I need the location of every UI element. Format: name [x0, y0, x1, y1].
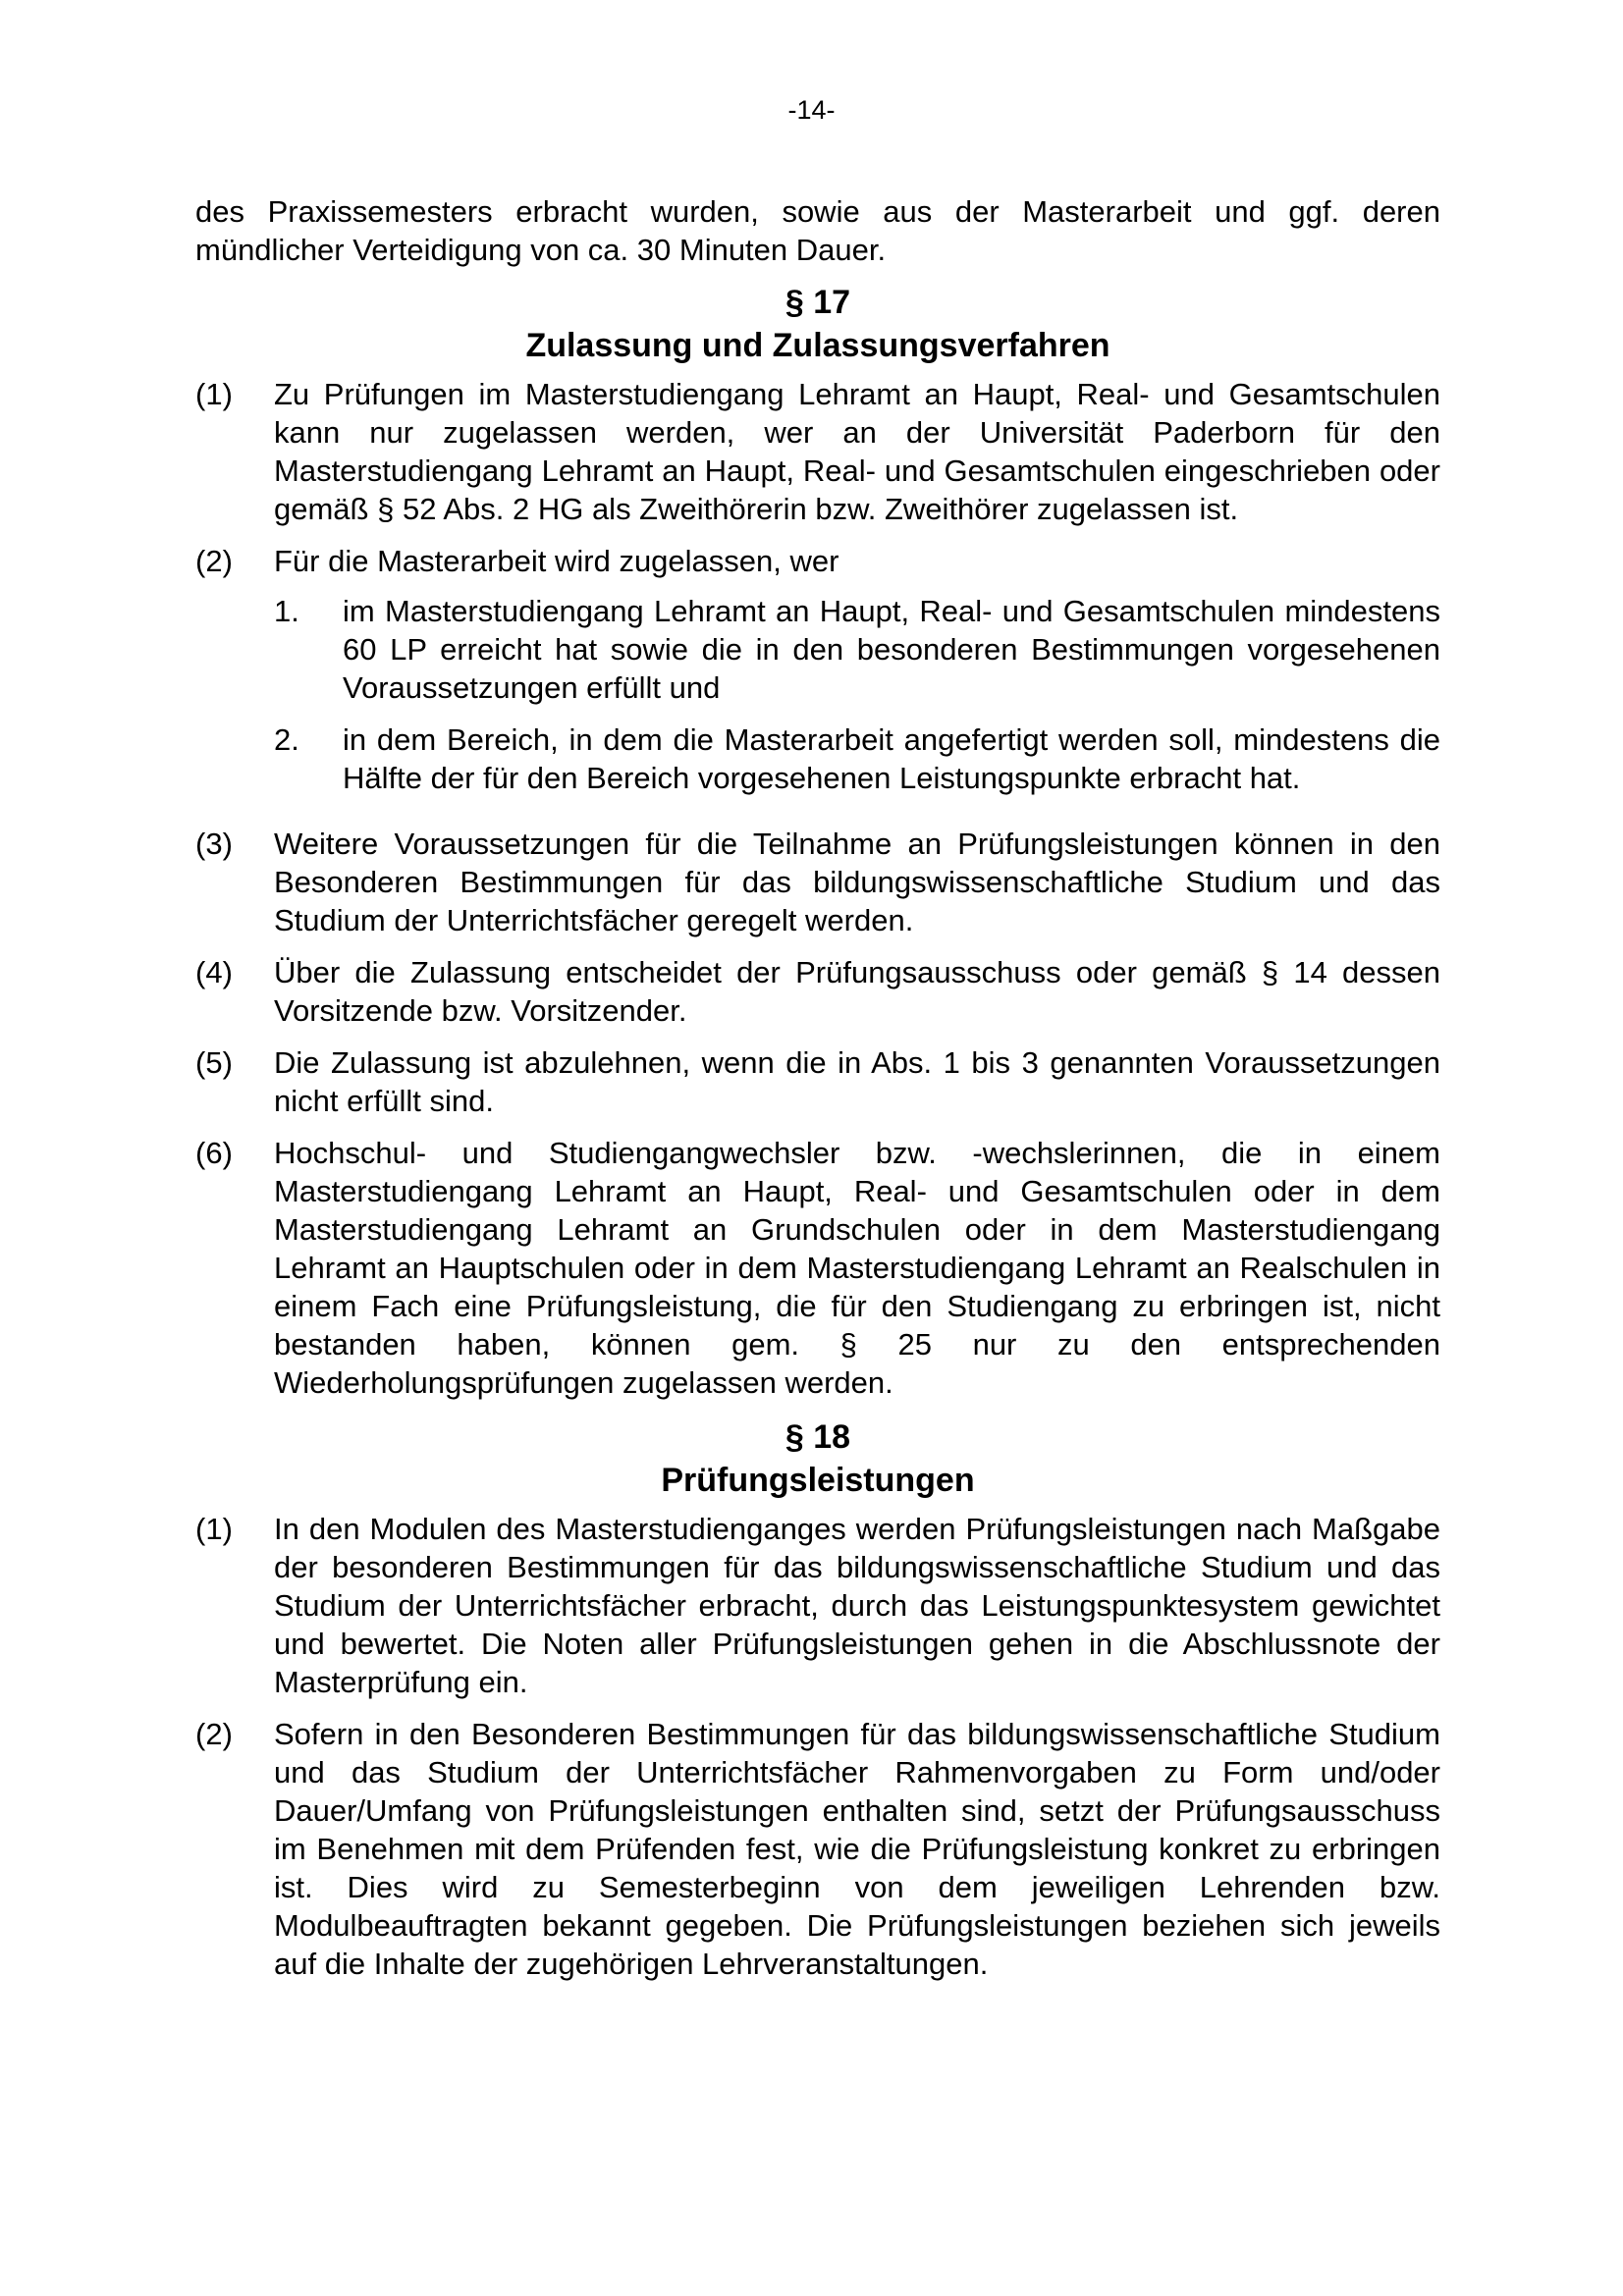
- paragraph-number: (6): [195, 1136, 233, 1170]
- section-number: § 18: [784, 1418, 851, 1456]
- list-item: [274, 721, 1440, 797]
- paragraph-text: Zu Prüfungen im Masterstudiengang Lehramt an Haupt, Real- und Gesamtschulen kann nur zugelassen werden, wer an der Universität Paderborn für den Masterstudiengang Lehramt an Haupt, Real- und Gesamtschulen eingeschrieben oder gemäß § 52 Abs. 2 HG als Zweithörerin bzw. Zweithörer zugelassen ist.: [274, 377, 1440, 526]
- intro-text: des Praxissemesters erbracht wurden, sowie aus der Masterarbeit und ggf. deren mündlicher Verteidigung von ca. 30 Minuten Dauer.: [195, 194, 1440, 267]
- paragraph-text: Für die Masterarbeit wird zugelassen, wer: [274, 544, 839, 578]
- item-text: in dem Bereich, in dem die Masterarbeit angefertigt werden soll, mindestens die Hälfte der für den Bereich vorgesehenen Leistungspunkte erbracht hat.: [343, 722, 1440, 795]
- paragraph-18-2: [195, 1715, 1440, 1983]
- paragraph-text: Über die Zulassung entscheidet der Prüfungsausschuss oder gemäß § 14 dessen Vorsitzende bzw. Vorsitzender.: [274, 955, 1440, 1028]
- item-number: 2.: [274, 722, 299, 757]
- section-title: Zulassung und Zulassungsverfahren: [525, 327, 1110, 364]
- item-list: [274, 592, 1440, 797]
- section-number: § 17: [784, 284, 851, 321]
- list-item: [274, 592, 1440, 707]
- section-title: Prüfungsleistungen: [661, 1462, 975, 1499]
- paragraph-number: (1): [195, 377, 233, 411]
- section-heading-17: [195, 281, 1440, 367]
- paragraph-17-4: [195, 953, 1440, 1030]
- paragraph-text: Weitere Voraussetzungen für die Teilnahme an Prüfungsleistungen können in den Besonderen Bestimmungen für das bildungswissenschaftliche Studium und das Studium der Unterrichtsfächer geregelt werden.: [274, 827, 1440, 937]
- paragraph-17-3: [195, 825, 1440, 939]
- paragraph-number: (2): [195, 544, 233, 578]
- paragraph-number: (1): [195, 1512, 233, 1546]
- paragraph-number: (3): [195, 827, 233, 861]
- paragraph-text: Die Zulassung ist abzulehnen, wenn die in Abs. 1 bis 3 genannten Voraussetzungen nicht erfüllt sind.: [274, 1045, 1440, 1118]
- section-heading-18: [195, 1415, 1440, 1502]
- paragraph-number: (5): [195, 1045, 233, 1080]
- page-number: -14-: [787, 95, 836, 125]
- item-number: 1.: [274, 594, 299, 628]
- paragraph-text: Sofern in den Besonderen Bestimmungen für das bildungswissenschaftliche Studium und das Studium der Unterrichtsfächer Rahmenvorgaben zu Form und/oder Dauer/Umfang von Prüfungsleistungen enthalten sind, setzt der Prüfungsausschuss im Benehmen mit dem Prüfenden fest, wie die Prüfungsleistung konkret zu erbringen ist. Dies wird zu Semesterbeginn von dem jeweiligen Lehrenden bzw. Modulbeauftragten bekannt gegeben. Die Prüfungsleistungen beziehen sich jeweils auf die Inhalte der zugehörigen Lehrveranstaltungen.: [274, 1717, 1440, 1981]
- item-text: im Masterstudiengang Lehramt an Haupt, Real- und Gesamtschulen mindestens 60 LP erreicht hat sowie die in den besonderen Bestimmungen vorgesehenen Voraussetzungen erfüllt und: [343, 594, 1440, 705]
- paragraph-number: (2): [195, 1717, 233, 1751]
- paragraph-number: (4): [195, 955, 233, 989]
- paragraph-17-1: [195, 375, 1440, 528]
- paragraph-17-2: [195, 542, 1440, 811]
- paragraph-17-5: [195, 1043, 1440, 1120]
- document-body: [195, 192, 1440, 1997]
- paragraph-text: Hochschul- und Studiengangwechsler bzw. -wechslerinnen, die in einem Masterstudiengang Lehramt an Haupt, Real- und Gesamtschulen oder in dem Masterstudiengang Lehramt an Grundschulen oder in dem Masterstudiengang Lehramt an Hauptschulen oder in dem Masterstudiengang Lehramt an Realschulen in einem Fach eine Prüfungsleistung, die für den Studiengang zu erbringen ist, nicht bestanden haben, können gem. § 25 nur zu den entsprechenden Wiederholungsprüfungen zugelassen werden.: [274, 1136, 1440, 1400]
- paragraph-text: In den Modulen des Masterstudienganges werden Prüfungsleistungen nach Maßgabe der besonderen Bestimmungen für das bildungswissenschaftliche Studium und das Studium der Unterrichtsfächer erbracht, durch das Leistungspunktesystem gewichtet und bewertet. Die Noten aller Prüfungsleistungen gehen in die Abschlussnote der Masterprüfung ein.: [274, 1512, 1440, 1699]
- paragraph-18-1: [195, 1510, 1440, 1701]
- paragraph-17-6: [195, 1134, 1440, 1402]
